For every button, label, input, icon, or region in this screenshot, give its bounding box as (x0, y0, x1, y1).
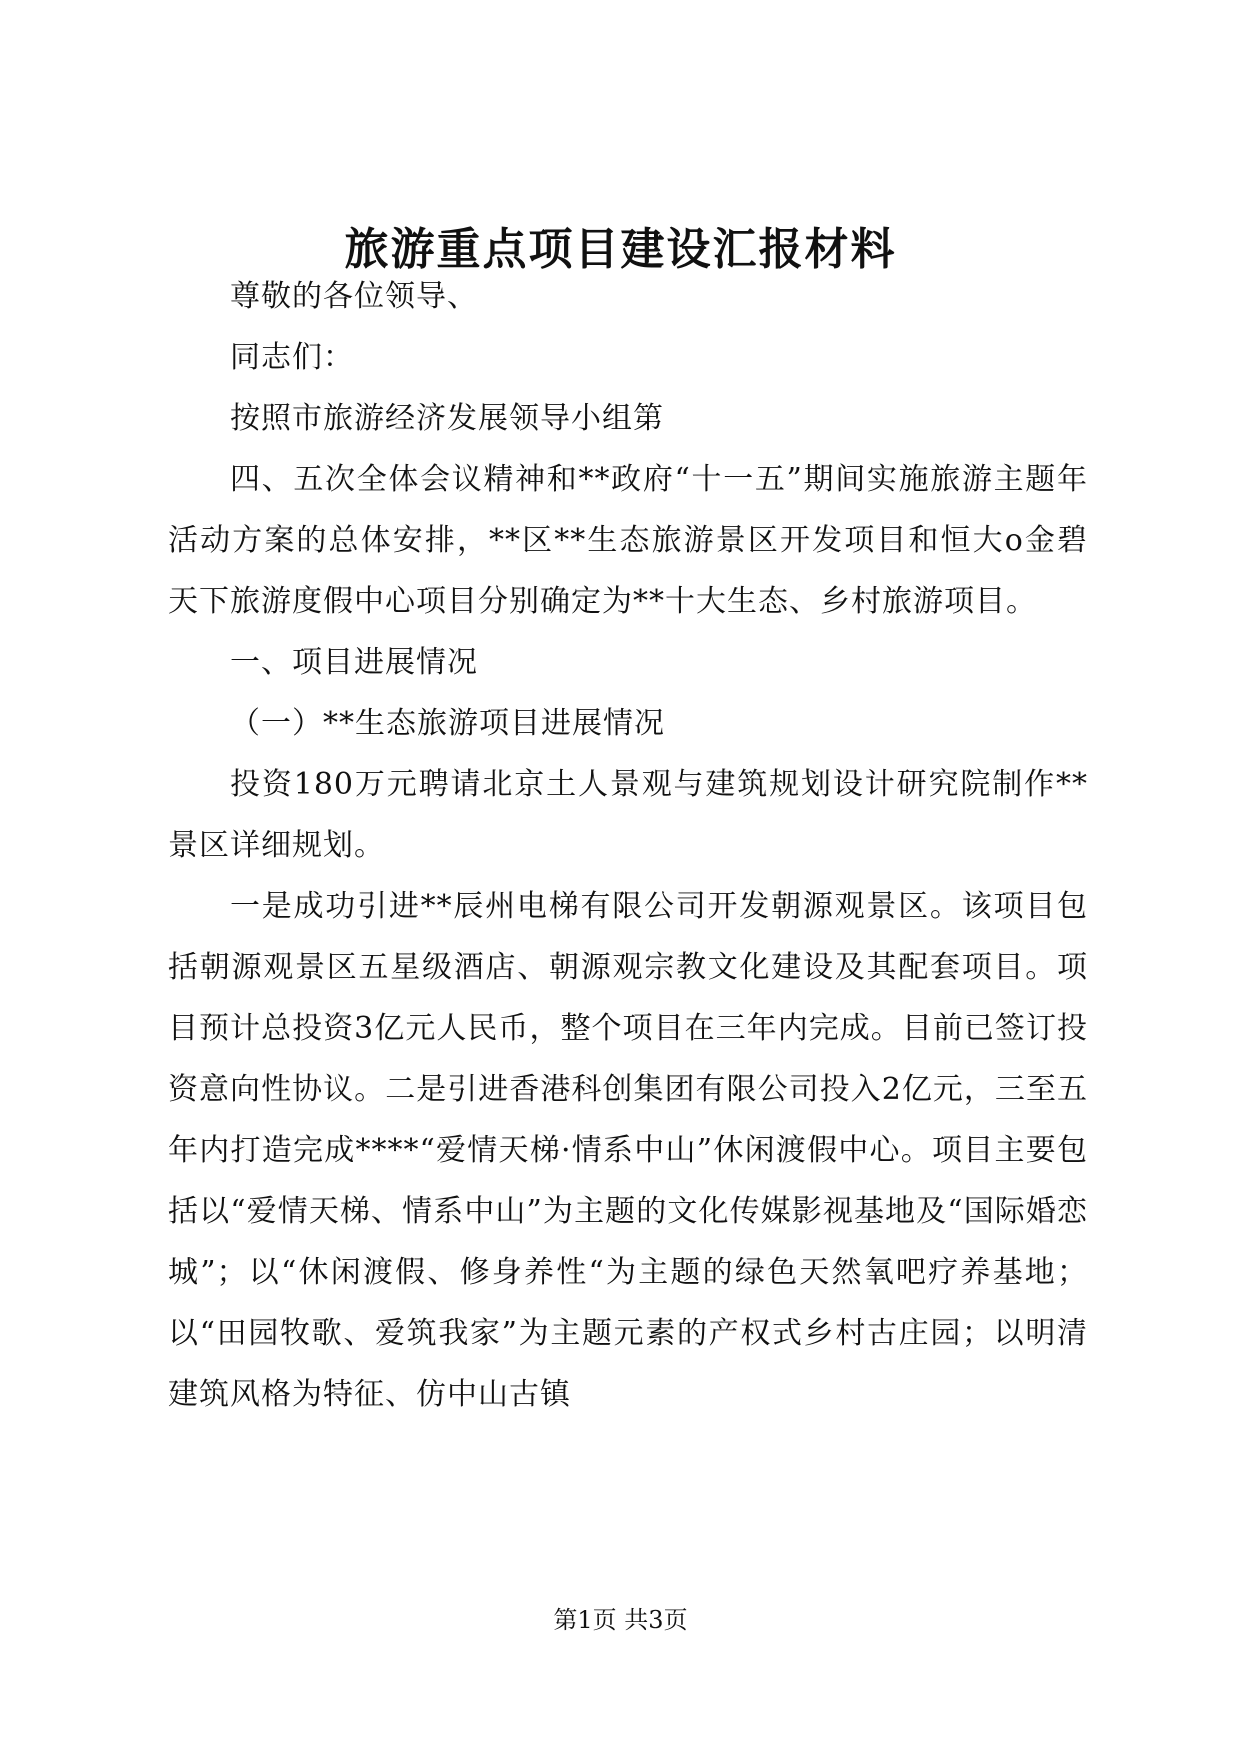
project-details-paragraph: 一是成功引进**辰州电梯有限公司开发朝源观景区。该项目包括朝源观景区五星级酒店、朝源观宗教文化建设及其配套项目。项目预计总投资3亿元人民币，整个项目在三年内完成。目前已签订投资意向性协议。二是引进香港科创集团有限公司投入2亿元，三至五年内打造完成****“爱情天梯·情系中山”休闲渡假中心。项目主要包括以“爱情天梯、情系中山”为主题的文化传媒影视基地及“国际婚恋城”；以“休闲渡假、修身养性“为主题的绿色天然氧吧疗养基地；以“田园牧歌、爱筑我家”为主题元素的产权式乡村古庄园；以明清建筑风格为特征、仿中山古镇 (168, 889, 1088, 1412)
document-body (168, 266, 1088, 1425)
intro-line: 按照市旅游经济发展领导小组第 (230, 401, 664, 436)
salutation-line-1: 尊敬的各位领导、 (230, 279, 478, 314)
salutation-line-2: 同志们： (230, 340, 354, 375)
investment-paragraph: 投资180万元聘请北京土人景观与建筑规划设计研究院制作**景区详细规划。 (168, 767, 1088, 863)
intro-paragraph: 四、五次全体会议精神和**政府“十一五”期间实施旅游主题年活动方案的总体安排，**区**生态旅游景区开发项目和恒大o金碧天下旅游度假中心项目分别确定为**十大生态、乡村旅游项目。 (168, 462, 1088, 619)
subsection-heading: （一）**生态旅游项目进展情况 (230, 706, 665, 741)
document-title: 旅游重点项目建设汇报材料 (344, 224, 897, 275)
section-heading: 一、项目进展情况 (230, 645, 478, 680)
page-footer: 第1页 共3页 (553, 1606, 688, 1634)
